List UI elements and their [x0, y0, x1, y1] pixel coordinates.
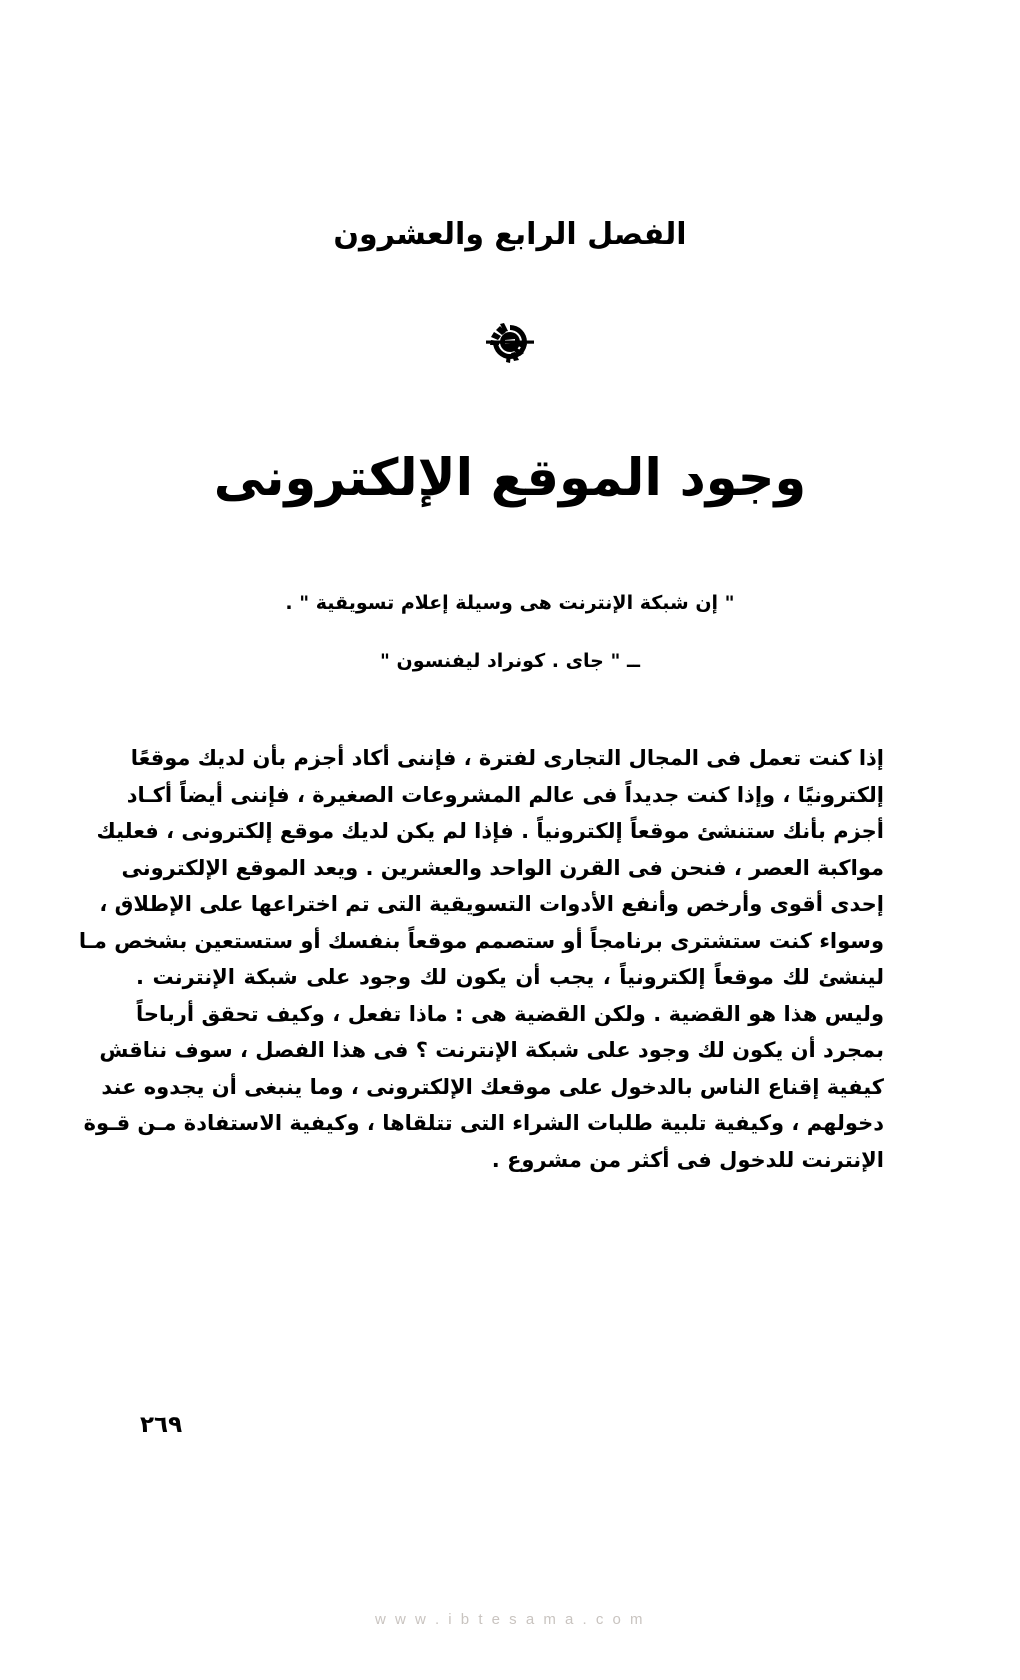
body-line: دخولهم ، وكيفية تلبية طلبات الشراء التى تتلقاها ، وكيفية الاستفادة مـن قـوة — [83, 1111, 884, 1135]
floral-ornament-icon — [480, 316, 540, 368]
body-paragraph — [78, 740, 884, 1178]
epigraph-block — [0, 588, 1020, 677]
body-line: إلكترونيًا ، وإذا كنت جديداً فى عالم المشروعات الصغيرة ، فإننى أيضاً أكـاد — [126, 782, 884, 807]
body-line: أجزم بأنك ستنشئ موقعاً إلكترونياً . فإذا لم يكن لديك موقع إلكترونى ، فعليك — [96, 819, 884, 843]
chapter-label: الفصل الرابع والعشرون — [333, 217, 687, 252]
body-line: إذا كنت تعمل فى المجال التجارى لفترة ، فإننى أكاد أجزم بأن لديك موقعًا — [130, 746, 884, 770]
body-line: لينشئ لك موقعاً إلكترونياً ، يجب أن يكون لك وجود على شبكة الإنترنت . — [136, 965, 884, 989]
body-line: وسواء كنت ستشترى برنامجاً أو ستصمم موقعاً بنفسك أو ستستعين بشخص مـا — [78, 928, 884, 953]
page-number: ٢٦٩ — [140, 1412, 183, 1438]
site-watermark: w w w . i b t e s a m a . c o m — [374, 1611, 646, 1628]
body-line: مواكبة العصر ، فنحن فى القرن الواحد والعشرين . ويعد الموقع الإلكترونى — [121, 855, 884, 880]
body-line: إحدى أقوى وأرخص وأنفع الأدوات التسويقية التى تم اختراعها على الإطلاق ، — [99, 892, 884, 916]
page-title: وجود الموقع الإلكترونى — [213, 449, 807, 509]
epigraph-quote: " إن شبكة الإنترنت هى وسيلة إعلام تسويقية " . — [285, 592, 735, 614]
body-line: كيفية إقناع الناس بالدخول على موقعك الإلكترونى ، وما ينبغى أن يجدوه عند — [101, 1074, 884, 1099]
body-line: بمجرد أن يكون لك وجود على شبكة الإنترنت ؟ فى هذا الفصل ، سوف نناقش — [99, 1038, 884, 1062]
epigraph-attribution: ــ " جاى . كونراد ليفنسون " — [380, 650, 640, 673]
chapter-ornament — [0, 316, 1020, 372]
body-line: الإنترنت للدخول فى أكثر من مشروع . — [491, 1147, 884, 1172]
body-line: وليس هذا هو القضية . ولكن القضية هى : ماذا تفعل ، وكيف تحقق أرباحاً — [136, 1001, 884, 1026]
